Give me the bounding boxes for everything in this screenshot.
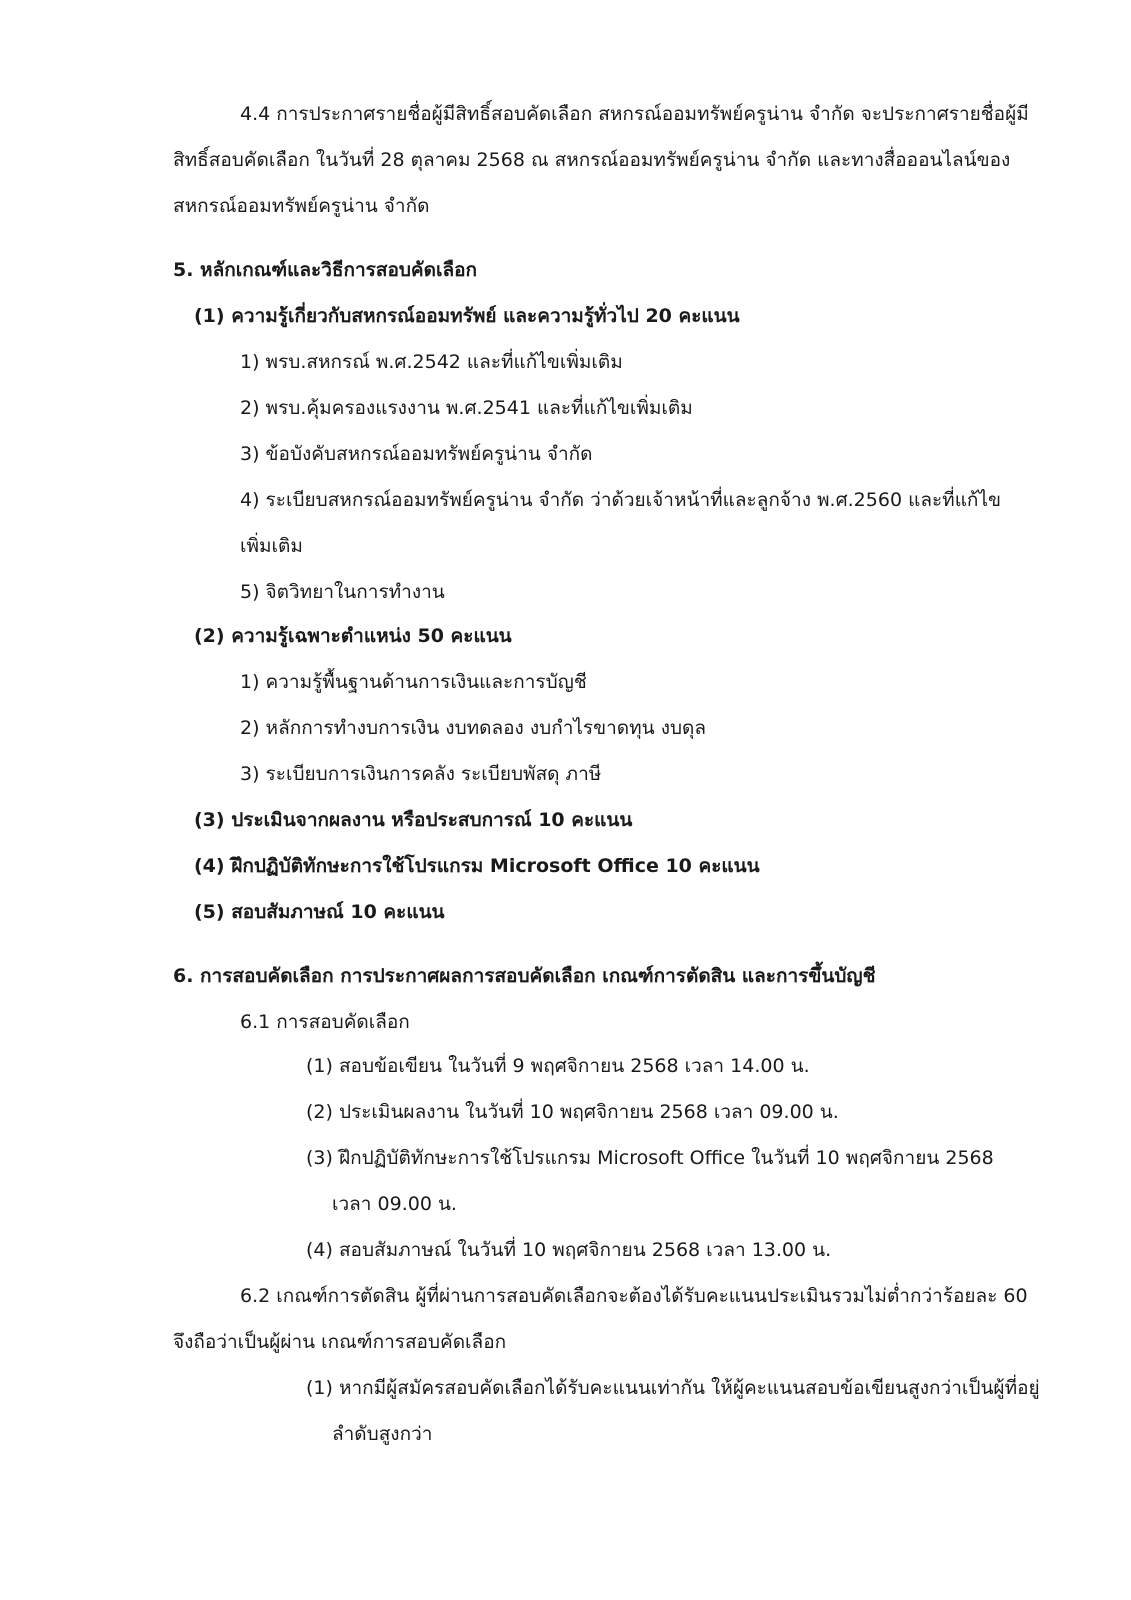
section-5-part-4: (4) ฝึกปฏิบัติทักษะการใช้โปรแกรม Microsoft Office 10 คะแนน	[194, 855, 760, 877]
section-4-4-line-2: สิทธิ์สอบคัดเลือก ในวันที่ 28 ตุลาคม 2568 ณ สหกรณ์ออมทรัพย์ครูน่าน จำกัด และทางสื่อออนไลน์ของ	[173, 149, 1011, 171]
section-5-part-1-item: 5) จิตวิทยาในการทำงาน	[240, 581, 445, 603]
section-5-part-2-item: 2) หลักการทำงบการเงิน งบทดลอง งบกำไรขาดทุน งบดุล	[240, 717, 707, 739]
section-5-part-1-item: 4) ระเบียบสหกรณ์ออมทรัพย์ครูน่าน จำกัด ว่าด้วยเจ้าหน้าที่และลูกจ้าง พ.ศ.2560 และที่แก้ไข	[240, 489, 1001, 511]
section-5-part-1-item: 2) พรบ.คุ้มครองแรงงาน พ.ศ.2541 และที่แก้ไขเพิ่มเติม	[240, 397, 693, 419]
section-6-2-item: (1) หากมีผู้สมัครสอบคัดเลือกได้รับคะแนนเท่ากัน ให้ผู้คะแนนสอบข้อเขียนสูงกว่าเป็นผู้ที่อยู่	[306, 1377, 1040, 1399]
section-5-part-1-heading: (1) ความรู้เกี่ยวกับสหกรณ์ออมทรัพย์ และความรู้ทั่วไป 20 คะแนน	[194, 305, 740, 327]
section-6-2-item-continuation: ลำดับสูงกว่า	[332, 1423, 433, 1445]
section-6-2-line-2: จึงถือว่าเป็นผู้ผ่าน เกณฑ์การสอบคัดเลือก	[173, 1331, 507, 1353]
section-6-1-item: (2) ประเมินผลงาน ในวันที่ 10 พฤศจิกายน 2568 เวลา 09.00 น.	[306, 1101, 839, 1123]
section-6-1-item-continuation: เวลา 09.00 น.	[332, 1193, 457, 1215]
section-6-1-item: (4) สอบสัมภาษณ์ ในวันที่ 10 พฤศจิกายน 2568 เวลา 13.00 น.	[306, 1239, 832, 1261]
section-5-part-3: (3) ประเมินจากผลงาน หรือประสบการณ์ 10 คะแนน	[194, 809, 633, 831]
section-5-heading: 5. หลักเกณฑ์และวิธีการสอบคัดเลือก	[173, 259, 478, 281]
section-5-part-5: (5) สอบสัมภาษณ์ 10 คะแนน	[194, 901, 445, 923]
section-6-1-item: (3) ฝึกปฏิบัติทักษะการใช้โปรแกรม Microsoft Office ในวันที่ 10 พฤศจิกายน 2568	[306, 1147, 994, 1169]
section-5-part-2-item: 1) ความรู้พื้นฐานด้านการเงินและการบัญชี	[240, 671, 587, 693]
section-6-heading: 6. การสอบคัดเลือก การประกาศผลการสอบคัดเลือก เกณฑ์การตัดสิน และการขึ้นบัญชี	[173, 965, 876, 987]
section-5-part-1-item-continuation: เพิ่มเติม	[240, 535, 303, 557]
section-5-part-1-item: 1) พรบ.สหกรณ์ พ.ศ.2542 และที่แก้ไขเพิ่มเติม	[240, 351, 623, 373]
section-6-1-item: (1) สอบข้อเขียน ในวันที่ 9 พฤศจิกายน 2568 เวลา 14.00 น.	[306, 1055, 810, 1077]
section-5-part-2-heading: (2) ความรู้เฉพาะตำแหน่ง 50 คะแนน	[194, 625, 512, 647]
section-6-1-heading: 6.1 การสอบคัดเลือก	[240, 1011, 410, 1033]
section-5-part-2-item: 3) ระเบียบการเงินการคลัง ระเบียบพัสดุ ภาษี	[240, 763, 602, 785]
section-4-4-line-1: 4.4 การประกาศรายชื่อผู้มีสิทธิ์สอบคัดเลือก สหกรณ์ออมทรัพย์ครูน่าน จำกัด จะประกาศรายชื่อผู้มี	[240, 103, 1029, 125]
section-4-4-line-3: สหกรณ์ออมทรัพย์ครูน่าน จำกัด	[173, 195, 430, 217]
section-6-2-line-1: 6.2 เกณฑ์การตัดสิน ผู้ที่ผ่านการสอบคัดเลือกจะต้องได้รับคะแนนประเมินรวมไม่ต่ำกว่าร้อยละ 60	[240, 1285, 1028, 1307]
section-5-part-1-item: 3) ข้อบังคับสหกรณ์ออมทรัพย์ครูน่าน จำกัด	[240, 443, 593, 465]
